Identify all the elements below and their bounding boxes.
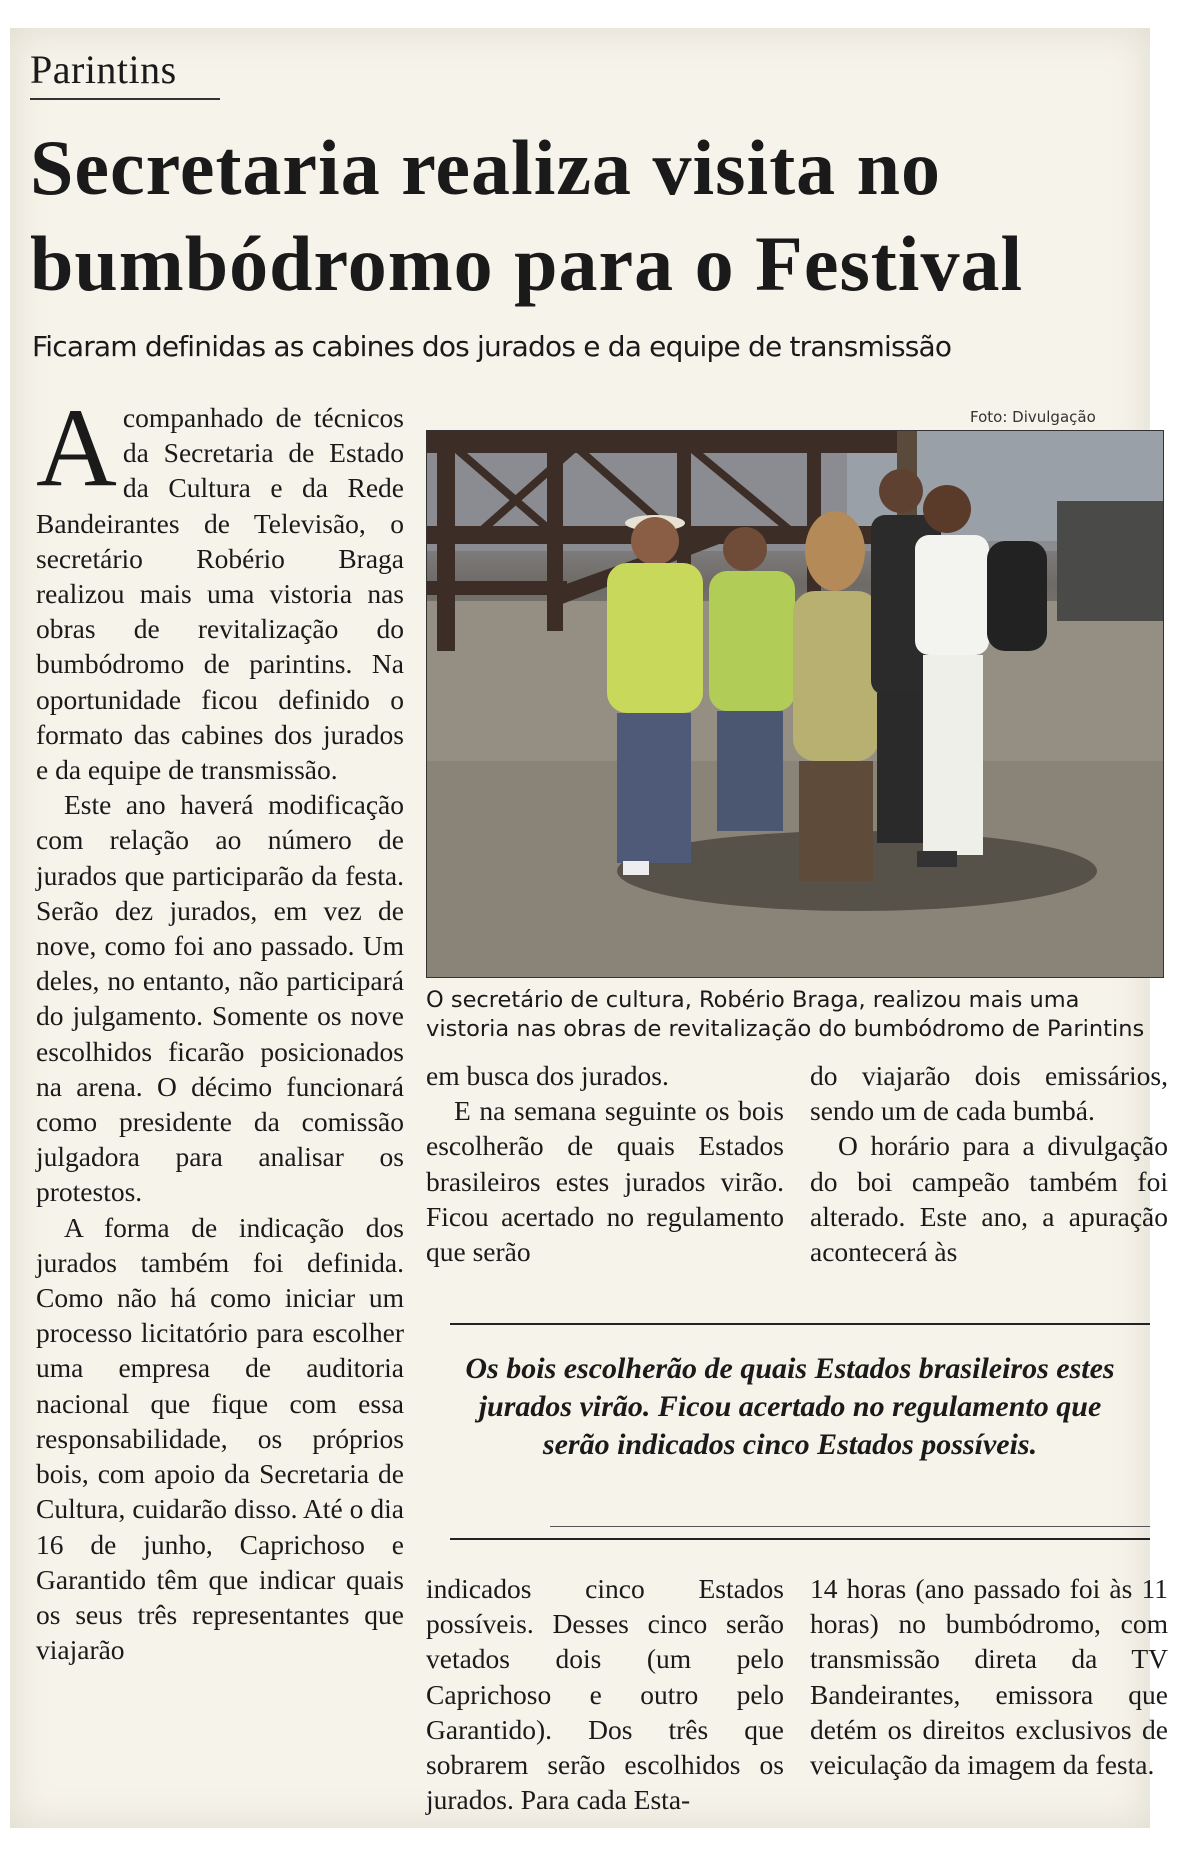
pull-quote-bottom-rule [450,1538,1150,1540]
headline-line-1: Secretaria realiza visita no [30,124,942,211]
article-paragraph [36,386,404,787]
headline [30,120,1140,312]
pull-quote: Os bois escolherão de quais Estados brasileiros estes jurados virão. Ficou acertado no regulamento que serão indicados cinco Estados possíveis. [465,1352,1115,1461]
article-column-1 [36,386,404,1667]
article-column-2-top [426,1058,784,1269]
subheadline: Ficaram definidas as cabines dos jurados e da equipe de transmissão [32,330,952,363]
article-paragraph: O horário para a divulgação do boi campeão também foi alterado. Este ano, a apuração acontecerá às [810,1130,1168,1268]
article-column-3-bottom [810,1571,1168,1782]
article-paragraph: 14 horas (ano passado foi às 11 horas) no bumbódromo, com transmissão direta da TV Bandeirantes, emissora que detém os direitos exclusivos de veiculação da imagem da festa. [810,1573,1168,1781]
photo-illustration [427,431,1163,977]
newspaper-clipping [10,28,1168,1828]
article-paragraph: indicados cinco Estados possíveis. Desses cinco serão vetados dois (um pelo Caprichoso e outro pelo Garantido). Dos três que sobrarem serão escolhidos os jurados. Para cada Esta- [426,1573,784,1816]
article-column-2-bottom [426,1571,784,1817]
article-column-3-top [810,1058,1168,1269]
headline-line-2: bumbódromo para o Festival [30,220,1024,307]
article-photo [426,430,1164,978]
article-paragraph: Este ano haverá modificação com relação ao número de jurados que participarão da festa. Serão dez jurados, em vez de nove, como foi ano passado. Um deles, no entanto, não participará do julgamento. Somente os nove escolhidos ficarão posicionados na arena. O décimo funcionará como presidente da comissão julgadora para analisar os protestos. [36,789,404,1208]
pull-quote-top-rule [450,1323,1150,1325]
article-paragraph: E na semana seguinte os bois escolherão de quais Estados brasileiros estes jurados virão. Ficou acertado no regulamento que serão [426,1095,784,1268]
paragraph-text: companhado de técnicos da Secretaria de Estado da Cultura e da Rede Bandeirantes de Televisão, o secretário Robério Braga realizou mais uma vistoria nas obras de revitalização do bumbódromo de parintins. Na oportunidade ficou definido o formato das cabines dos jurados e da equipe de transmissão. [36,402,404,786]
article-paragraph: do viajarão dois emissários, sendo um de cada bumbá. [810,1060,1168,1127]
pull-quote-thin-rule [550,1526,1150,1527]
article-paragraph: A forma de indicação dos jurados também foi definida. Como não há como iniciar um processo licitatório para escolher uma empresa de auditoria nacional que fique com essa responsabilidade, os próprios bois, com apoio da Secretaria de Cultura, cuidarão disso. Até o dia 16 de junho, Caprichoso e Garantido têm que indicar quais os seus três representantes que viajarão [36,1211,404,1666]
photo-caption: O secretário de cultura, Robério Braga, realizou mais uma vistoria nas obras de revitalização do bumbódromo de Parintins [426,987,1145,1042]
section-label: Parintins [30,47,177,92]
drop-cap: A [36,386,117,510]
section-rule [30,98,220,100]
article-paragraph: em busca dos jurados. [426,1060,669,1091]
photo-credit: Foto: Divulgação [970,408,1096,426]
